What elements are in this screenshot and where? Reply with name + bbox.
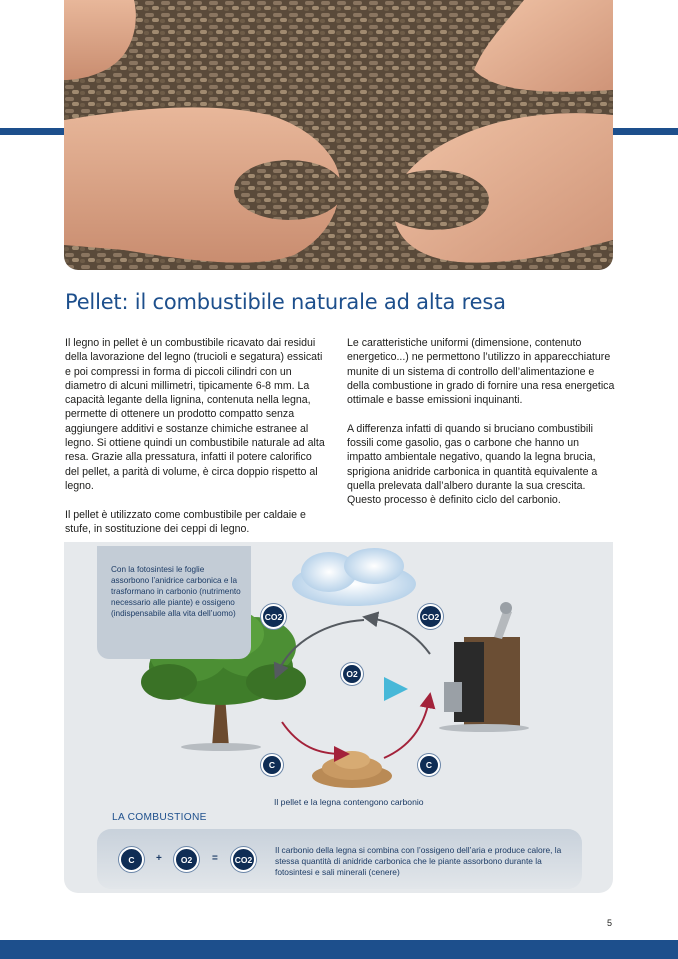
- formula-c-badge: C: [119, 847, 144, 872]
- co2-badge-right: CO2: [418, 604, 443, 629]
- body-right-paragraph-2: A differenza infatti di quando si bruciano combustibili fossili come gasolio, gas o carbone che hanno un impatto ambientale negativo, quando la legna brucia, sprigiona anidride carbonica in quantità equivalente a quella prelevata dall’albero durante la sua crescita. Questo processo è definito ciclo del carbonio.: [347, 422, 598, 507]
- pellets-pile-icon: [312, 751, 392, 788]
- carbon-cycle-diagram: [64, 542, 613, 893]
- co2-badge-left: CO2: [261, 604, 286, 629]
- bottom-bar: [0, 940, 678, 959]
- body-column-right: [347, 336, 615, 508]
- body-left-paragraph-1: Il legno in pellet è un combustibile ricavato dai residui della lavorazione del legno (trucioli e segatura) essicati e poi compressi in forma di piccoli cilindri con un diametro di alcuni millimetri, tipicamente 6-8 mm. La capacità legante della lignina, contenuta nella legna, permette di ottenere un prodotto compatto senza aggiungere additivi e sostanze chimiche estranee al legno. Si ottiene quindi un combustibile naturale ad alta resa. Grazie alla pressatura, infatti il potere calorifico del pellet, a parità di volume, è circa doppio rispetto al legno.: [65, 337, 325, 492]
- arrow-pellet-to-stove: [384, 700, 429, 758]
- c-badge-left: C: [261, 754, 283, 776]
- body-column-left: [65, 336, 327, 536]
- hero-image: [64, 0, 613, 270]
- body-left-paragraph-2: Il pellet è utilizzato come combustibile per caldaie e stufe, in sostituzione dei ceppi di legno.: [65, 508, 306, 535]
- page-title: Pellet: il combustibile naturale ad alta resa: [65, 290, 506, 314]
- combustion-title: LA COMBUSTIONE: [112, 812, 207, 823]
- formula-description: Il carbonio della legna si combina con l’ossigeno dell’aria e produce calore, la stessa quantità di anidride carbonica che le piante assorbono durante la fotosintesi e sali minerali (cenere): [275, 845, 562, 877]
- formula-plus: +: [156, 853, 162, 864]
- o2-badge-center: O2: [341, 663, 363, 685]
- arrow-tree-to-pellet: [282, 722, 342, 754]
- pellet-caption: Il pellet e la legna contengono carbonio: [274, 797, 424, 807]
- cloud-icon: [292, 548, 416, 606]
- formula-equals: =: [212, 853, 218, 864]
- formula-o2-badge: O2: [174, 847, 199, 872]
- formula-co2-badge: CO2: [231, 847, 256, 872]
- combustion-formula-box: [97, 829, 582, 889]
- photosynthesis-note: Con la fotosintesi le foglie assorbono l’anidrice carbonica e la trasformano in carbonio (nutrimento necessario alle piante) e ossigeno (indispensabile alla vita dell’uomo): [97, 546, 251, 659]
- c-badge-right: C: [418, 754, 440, 776]
- top-stripe-left: [0, 128, 66, 135]
- page-number: 5: [607, 918, 613, 928]
- hero-photo-hands-pellets: [64, 0, 613, 270]
- top-stripe-right: [612, 128, 678, 135]
- body-right-paragraph-1: Le caratteristiche uniformi (dimensione, contenuto energetico...) ne permettono l’utilizzo in apparecchiature munite di un sistema di controllo dell’alimentazione e della combustione in grado di fornire una resa energetica ottimale e basse emissioni inquinanti.: [347, 337, 615, 407]
- pellet-stove-icon: [439, 602, 529, 732]
